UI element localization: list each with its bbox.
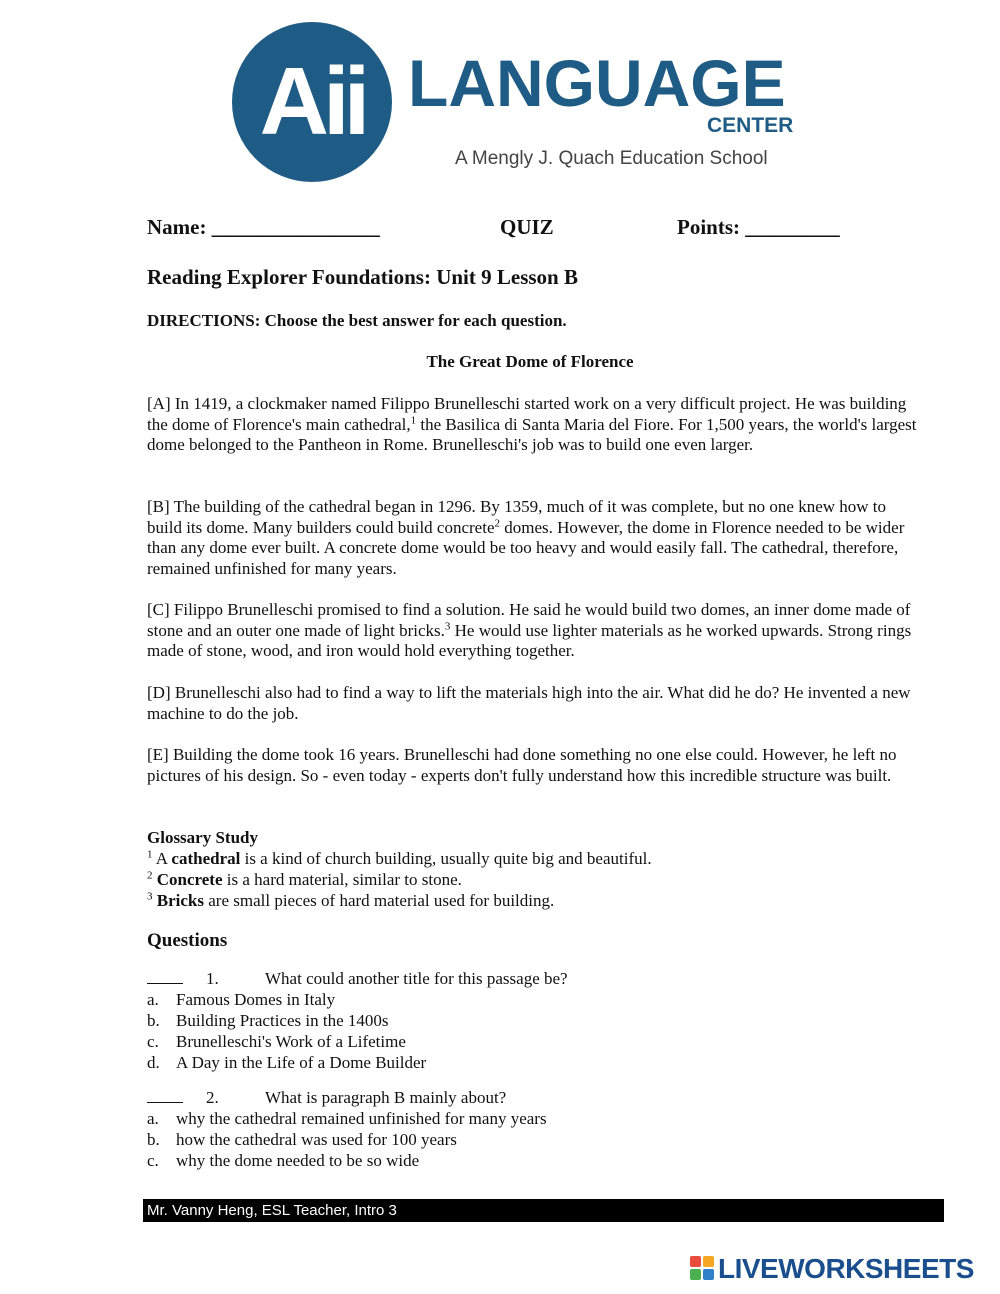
paragraph-a: [A] In 1419, a clockmaker named Filippo Brunelleschi started work on a very difficult project. He was building the dome of Florence's main cathedral,$^1$ the Basilica di Santa Maria del Fiore. For 1,500 years, the world's largest dome belonged to the Pantheon in Rome. Brunelleschi's job was to build one even larger.	[147, 394, 917, 455]
glossary-item: $^2$ Concrete is a hard material, similar to stone.	[147, 869, 462, 889]
paragraph-d: [D] Brunelleschi also had to find a way to lift the materials high into the air. What did he do? He invented a new machine to do the job.	[147, 683, 911, 723]
option-1a[interactable]: a. Famous Domes in Italy	[147, 990, 336, 1009]
directions: DIRECTIONS: Choose the best answer for each question.	[147, 311, 567, 330]
footnote-ref-1: 1	[410, 414, 417, 427]
question-number: 2.	[206, 1088, 219, 1107]
option-2b[interactable]: b. how the cathedral was used for 100 years	[147, 1130, 457, 1149]
option-2a[interactable]: a. why the cathedral remained unfinished for many years	[147, 1109, 547, 1128]
paragraph-c: [C] Filippo Brunelleschi promised to find a solution. He said he would build two domes, an inner dome made of stone and an outer one made of light bricks.$^3$ He would use lighter materials as he worked upwards. Strong rings made of stone, wood, and iron would hold everything together.	[147, 600, 912, 661]
points-field[interactable]: Points: _________	[677, 215, 840, 239]
name-field[interactable]: Name: ________________	[147, 215, 380, 239]
school-logo	[232, 22, 794, 184]
glossary-item: $^1$ A cathedral is a kind of church building, usually quite big and beautiful.	[147, 848, 652, 868]
quiz-label: QUIZ	[500, 215, 554, 239]
question-number: 1.	[206, 969, 219, 988]
paragraph-e: [E] Building the dome took 16 years. Brunelleschi had done something no one else could. However, he left no pictures of his design. So - even today - experts don't fully understand how this incredible structure was built.	[147, 745, 897, 785]
option-2c[interactable]: c. why the dome needed to be so wide	[147, 1151, 420, 1170]
option-1c[interactable]: c. Brunelleschi's Work of a Lifetime	[147, 1032, 406, 1051]
answer-blank-2[interactable]	[147, 1088, 183, 1103]
footnote-ref-3: 3	[444, 620, 451, 633]
option-1d[interactable]: d. A Day in the Life of a Dome Builder	[147, 1053, 427, 1072]
page-title: Reading Explorer Foundations: Unit 9 Lesson B	[147, 265, 578, 289]
glossary-item: $^3$ Bricks are small pieces of hard material used for building.	[147, 890, 555, 910]
passage-title: The Great Dome of Florence	[426, 352, 634, 371]
question-1	[147, 968, 568, 989]
questions-heading: Questions	[147, 930, 228, 951]
option-1b[interactable]: b. Building Practices in the 1400s	[147, 1011, 389, 1030]
footnote-ref-2: 2	[494, 517, 500, 530]
question-text: What could another title for this passage be?	[265, 969, 568, 988]
teacher-footer: Mr. Vanny Heng, ESL Teacher, Intro 3	[143, 1199, 944, 1222]
answer-blank-1[interactable]	[147, 969, 183, 984]
logo-center: CENTER	[707, 114, 794, 137]
liveworksheets-wordmark: LIVEWORKSHEETS	[718, 1253, 974, 1284]
question-2	[147, 1087, 507, 1108]
question-text: What is paragraph B mainly about?	[265, 1088, 507, 1107]
paragraph-b: [B] The building of the cathedral began in 1296. By 1359, much of it was complete, but no one knew how to build its dome. Many builders could build concrete$^2$ domes. However, the dome in Florence needed to be wider than any dome ever built. A concrete dome would be too heavy and would easily fall. The cathedral, therefore, remained unfinished for many years.	[147, 497, 905, 579]
logo-mark: Aii	[232, 22, 392, 182]
glossary-heading: Glossary Study	[147, 828, 258, 847]
logo-tagline: A Mengly J. Quach Education School	[455, 148, 768, 169]
liveworksheets-icon	[690, 1256, 716, 1282]
logo-name: LANGUAGE	[408, 46, 786, 120]
